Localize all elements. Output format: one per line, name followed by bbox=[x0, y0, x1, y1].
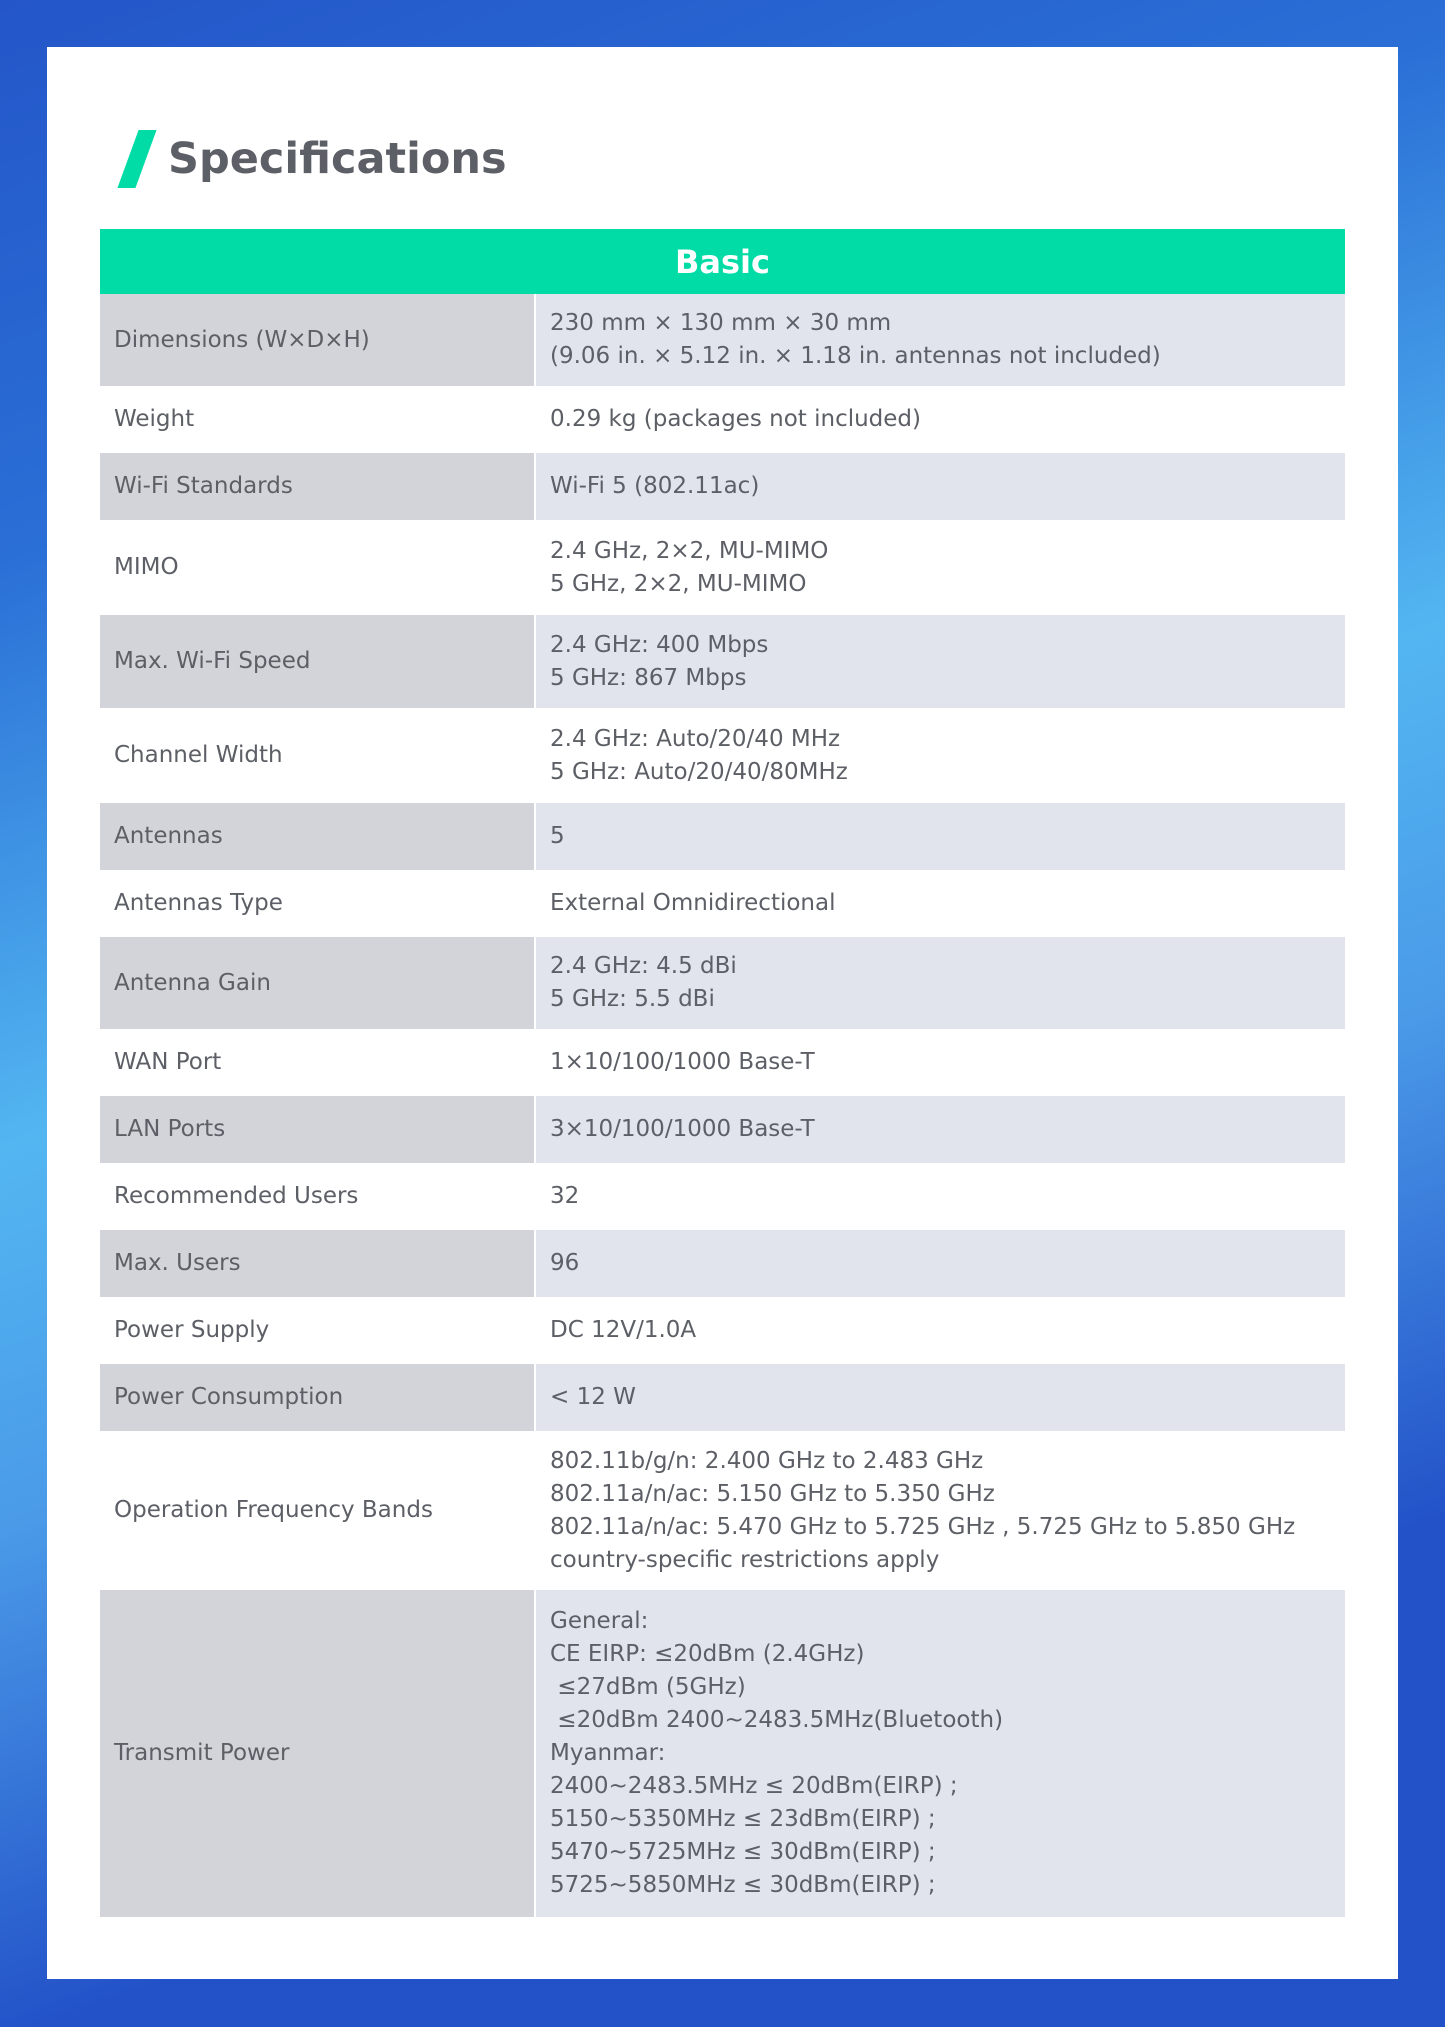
table-row bbox=[100, 453, 1345, 520]
spec-table bbox=[100, 229, 1345, 1917]
spec-value-line: ≤20dBm 2400~2483.5MHz(Bluetooth) bbox=[550, 1707, 1004, 1733]
spec-value-line: 2.4 GHz, 2×2, MU-MIMO bbox=[550, 537, 829, 564]
table-row bbox=[100, 1029, 1345, 1096]
spec-value-line: 5150~5350MHz ≤ 23dBm(EIRP) ; bbox=[550, 1806, 936, 1832]
spec-value bbox=[536, 870, 1345, 937]
spec-label: Max. Wi-Fi Speed bbox=[100, 615, 534, 708]
spec-label: Operation Frequency Bands bbox=[100, 1431, 534, 1590]
table-row bbox=[100, 294, 1345, 386]
spec-value bbox=[536, 1297, 1345, 1364]
spec-value-line: 2.4 GHz: 4.5 dBi bbox=[550, 953, 737, 979]
spec-label: Dimensions (W×D×H) bbox=[100, 294, 534, 386]
spec-value bbox=[536, 1163, 1345, 1230]
spec-value bbox=[536, 615, 1345, 708]
spec-value-line: Myanmar: bbox=[550, 1740, 666, 1766]
table-row bbox=[100, 1297, 1345, 1364]
table-row bbox=[100, 870, 1345, 937]
spec-value-line: 802.11a/n/ac: 5.150 GHz to 5.350 GHz bbox=[550, 1480, 995, 1507]
table-row bbox=[100, 803, 1345, 870]
table-section-header: Basic bbox=[100, 229, 1345, 294]
spec-value-line: (9.06 in. × 5.12 in. × 1.18 in. antennas not included) bbox=[550, 343, 1161, 369]
spec-label: Power Supply bbox=[100, 1297, 534, 1364]
spec-value bbox=[536, 1590, 1345, 1917]
spec-value-line: 5 GHz: Auto/20/40/80MHz bbox=[550, 758, 848, 785]
spec-label: LAN Ports bbox=[100, 1096, 534, 1163]
spec-value-line: country-specific restrictions apply bbox=[550, 1546, 940, 1573]
spec-value bbox=[536, 937, 1345, 1029]
spec-value-line: External Omnidirectional bbox=[550, 890, 836, 916]
table-row bbox=[100, 1590, 1345, 1917]
table-row bbox=[100, 1230, 1345, 1297]
page-title: Specifications bbox=[168, 134, 507, 184]
table-row bbox=[100, 520, 1345, 615]
spec-label: WAN Port bbox=[100, 1029, 534, 1096]
spec-rows bbox=[100, 294, 1345, 1917]
spec-value-line: < 12 W bbox=[550, 1384, 636, 1410]
table-row bbox=[100, 1163, 1345, 1230]
spec-value-line: 3×10/100/1000 Base-T bbox=[550, 1116, 815, 1142]
spec-value bbox=[536, 1096, 1345, 1163]
spec-value bbox=[536, 453, 1345, 520]
spec-value-line: 5725~5850MHz ≤ 30dBm(EIRP) ; bbox=[550, 1872, 936, 1898]
spec-label: Power Consumption bbox=[100, 1364, 534, 1431]
table-row bbox=[100, 1431, 1345, 1590]
spec-value-line: 5 GHz: 5.5 dBi bbox=[550, 986, 715, 1012]
spec-label: Weight bbox=[100, 386, 534, 453]
table-row bbox=[100, 1364, 1345, 1431]
spec-value bbox=[536, 1364, 1345, 1431]
spec-value-line: Wi-Fi 5 (802.11ac) bbox=[550, 473, 760, 499]
accent-slash-icon bbox=[117, 130, 156, 188]
spec-value bbox=[536, 386, 1345, 453]
spec-label: Antennas Type bbox=[100, 870, 534, 937]
spec-value bbox=[536, 1230, 1345, 1297]
spec-value bbox=[536, 803, 1345, 870]
spec-value bbox=[536, 520, 1345, 615]
spec-value-line: 32 bbox=[550, 1183, 580, 1209]
spec-value-line: 5 bbox=[550, 823, 565, 849]
spec-value-line: 2.4 GHz: Auto/20/40 MHz bbox=[550, 725, 841, 752]
spec-label: MIMO bbox=[100, 520, 534, 615]
table-row bbox=[100, 615, 1345, 708]
table-row bbox=[100, 386, 1345, 453]
spec-value-line: 1×10/100/1000 Base-T bbox=[550, 1049, 815, 1075]
table-row bbox=[100, 708, 1345, 803]
spec-label: Recommended Users bbox=[100, 1163, 534, 1230]
spec-value bbox=[536, 1029, 1345, 1096]
spec-label: Max. Users bbox=[100, 1230, 534, 1297]
spec-label: Antenna Gain bbox=[100, 937, 534, 1029]
spec-label: Antennas bbox=[100, 803, 534, 870]
spec-value-line: General: bbox=[550, 1608, 649, 1634]
spec-value-line: 230 mm × 130 mm × 30 mm bbox=[550, 310, 892, 336]
spec-label: Wi-Fi Standards bbox=[100, 453, 534, 520]
spec-value-line: 802.11b/g/n: 2.400 GHz to 2.483 GHz bbox=[550, 1447, 984, 1474]
table-row bbox=[100, 1096, 1345, 1163]
table-row bbox=[100, 937, 1345, 1029]
spec-value-line: 2.4 GHz: 400 Mbps bbox=[550, 631, 769, 658]
spec-value-line: 2400~2483.5MHz ≤ 20dBm(EIRP) ; bbox=[550, 1773, 958, 1799]
spec-label: Transmit Power bbox=[100, 1590, 534, 1917]
spec-value-line: 0.29 kg (packages not included) bbox=[550, 406, 921, 432]
spec-value bbox=[536, 708, 1345, 803]
spec-value bbox=[536, 1431, 1345, 1590]
spec-value-line: DC 12V/1.0A bbox=[550, 1317, 697, 1343]
section-heading bbox=[118, 128, 507, 190]
spec-value-line: ≤27dBm (5GHz) bbox=[550, 1674, 746, 1700]
spec-value-line: 96 bbox=[550, 1250, 580, 1276]
spec-value-line: 802.11a/n/ac: 5.470 GHz to 5.725 GHz , 5.725 GHz to 5.850 GHz bbox=[550, 1513, 1296, 1540]
spec-value-line: 5 GHz, 2×2, MU-MIMO bbox=[550, 570, 807, 597]
spec-value-line: CE EIRP: ≤20dBm (2.4GHz) bbox=[550, 1641, 865, 1667]
spec-value-line: 5470~5725MHz ≤ 30dBm(EIRP) ; bbox=[550, 1839, 936, 1865]
spec-label: Channel Width bbox=[100, 708, 534, 803]
spec-value-line: 5 GHz: 867 Mbps bbox=[550, 664, 747, 691]
spec-value bbox=[536, 294, 1345, 386]
